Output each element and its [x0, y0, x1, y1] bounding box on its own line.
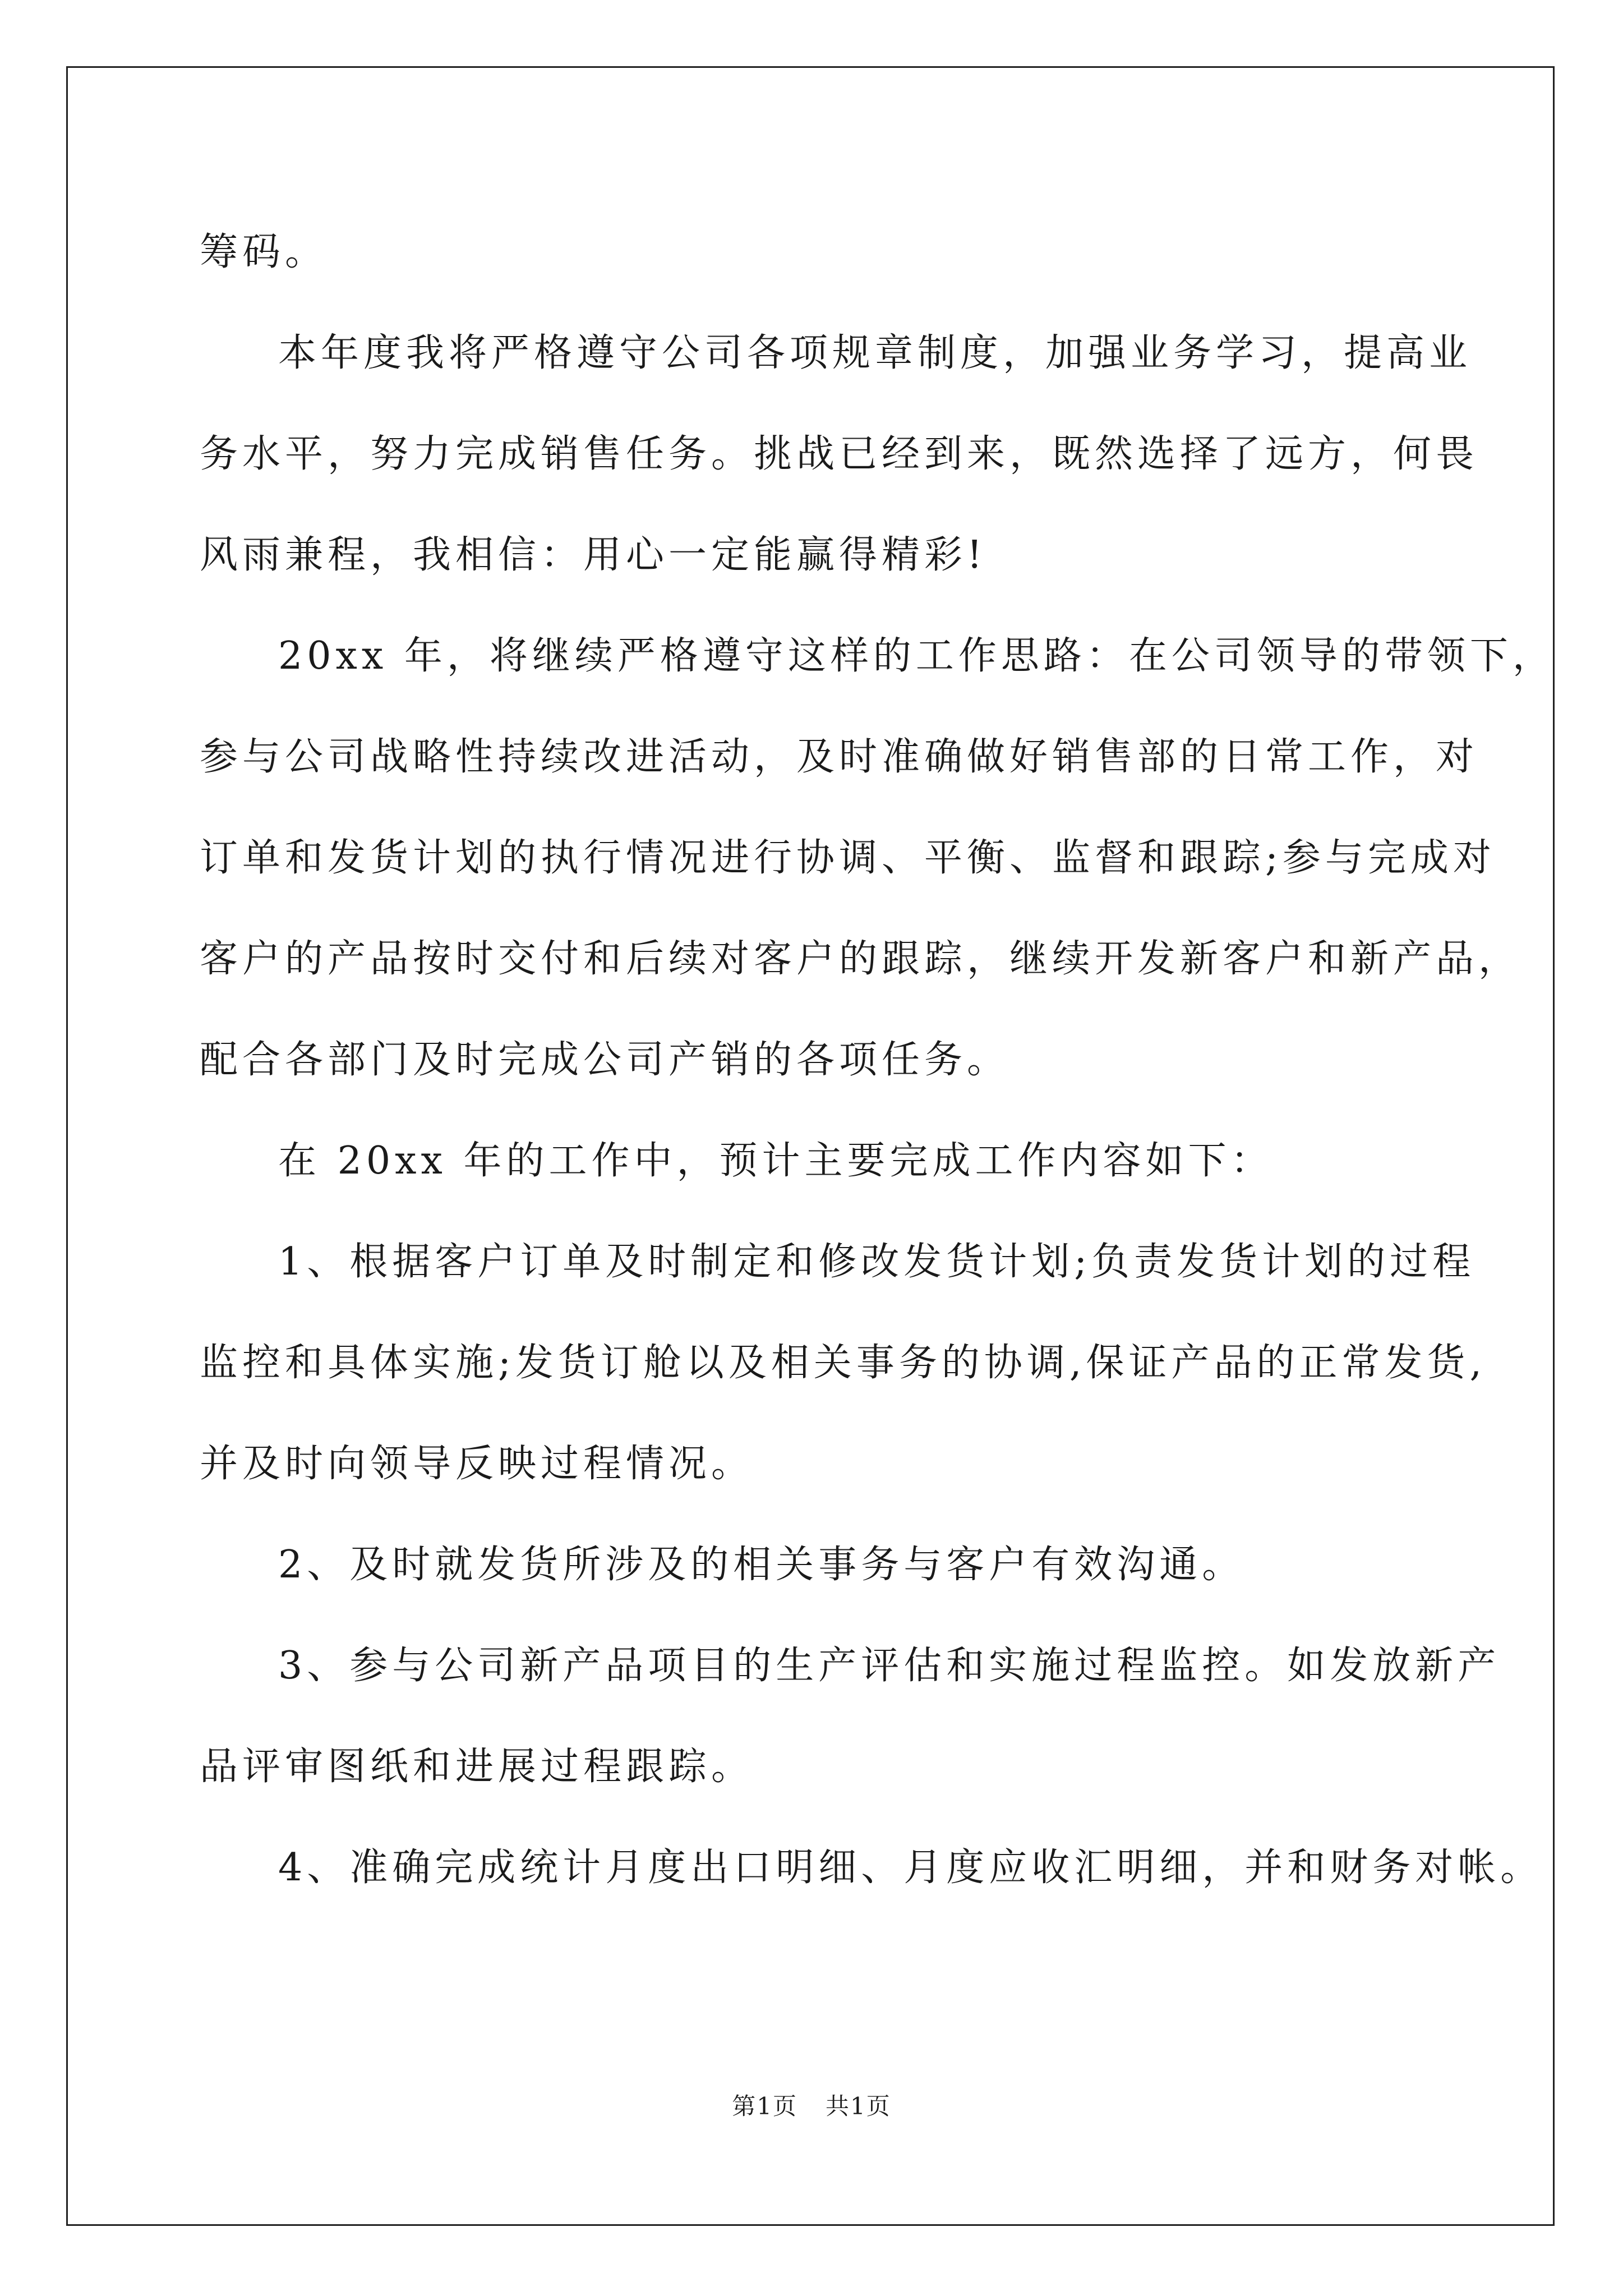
document-body — [200, 202, 1555, 1918]
text-line: 2、及时就发货所涉及的相关事务与客户有效沟通。 — [278, 1543, 1245, 1587]
text-line: 务水平，努力完成销售任务。挑战已经到来，既然选择了远方，何畏 — [200, 432, 1479, 476]
text-line: 4、准确完成统计月度出口明细、月度应收汇明细，并和财务对帐。 — [278, 1846, 1543, 1890]
text-line: 配合各部门及时完成公司产销的各项任务。 — [200, 1038, 1010, 1082]
text-line: 品评审图纸和进展过程跟踪。 — [200, 1745, 754, 1789]
text-line: 客户的产品按时交付和后续对客户的跟踪，继续开发新客户和新产品， — [200, 937, 1521, 981]
text-line: 20xx 年，将继续严格遵守这样的工作思路：在公司领导的带领下， — [278, 634, 1555, 678]
text-line: 筹码。 — [200, 230, 328, 274]
text-line: 订单和发货计划的执行情况进行协调、平衡、监督和跟踪;参与完成对 — [200, 836, 1496, 880]
text-line: 并及时向领导反映过程情况。 — [200, 1442, 754, 1486]
text-line: 在 20xx 年的工作中，预计主要完成工作内容如下： — [278, 1139, 1274, 1183]
text-line: 本年度我将严格遵守公司各项规章制度，加强业务学习，提高业 — [278, 331, 1472, 375]
page-number-current: 第1页 — [732, 2092, 797, 2120]
page-footer — [0, 2088, 1623, 2122]
text-line: 3、参与公司新产品项目的生产评估和实施过程监控。如发放新产 — [278, 1644, 1501, 1688]
text-line: 1、根据客户订单及时制定和修改发货计划;负责发货计划的过程 — [278, 1240, 1476, 1284]
page-number-total: 共1页 — [826, 2092, 891, 2120]
text-line: 参与公司战略性持续改进活动，及时准确做好销售部的日常工作，对 — [200, 735, 1479, 779]
text-line: 监控和具体实施;发货订舱以及相关事务的协调,保证产品的正常发货, — [200, 1341, 1487, 1385]
text-line: 风雨兼程，我相信：用心一定能赢得精彩! — [200, 533, 987, 577]
